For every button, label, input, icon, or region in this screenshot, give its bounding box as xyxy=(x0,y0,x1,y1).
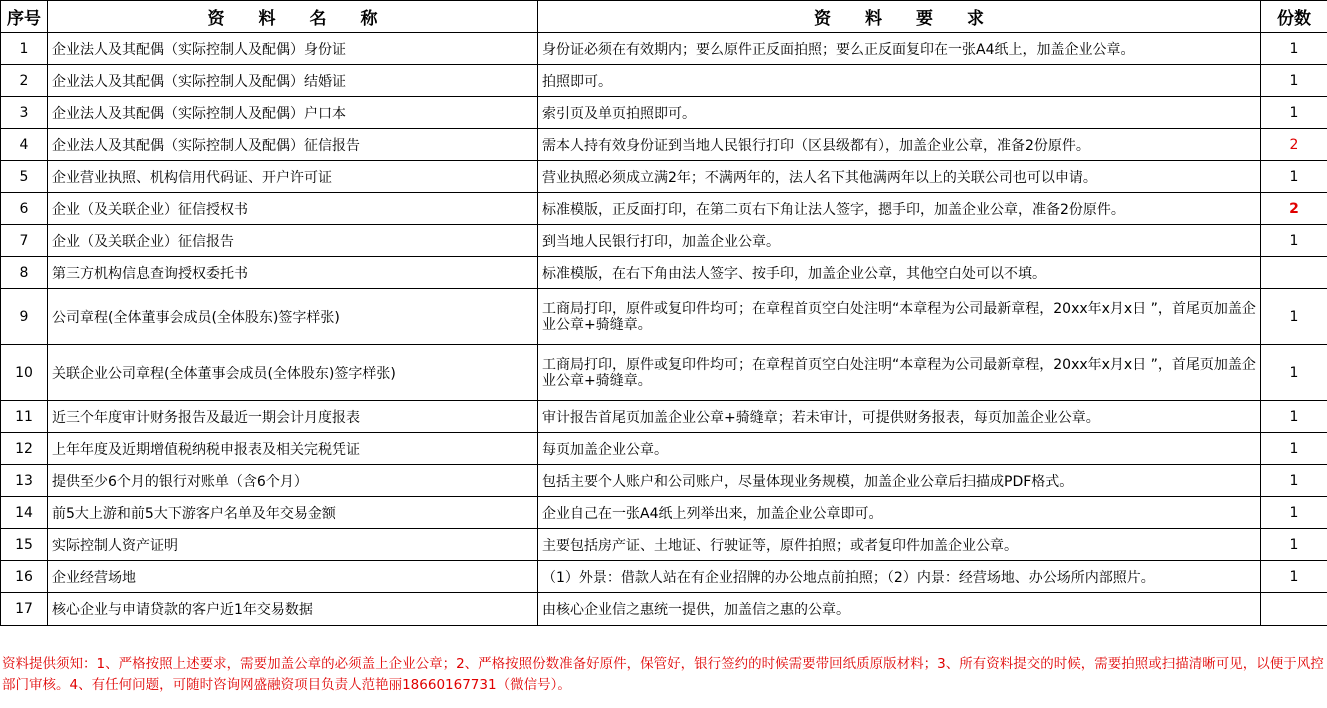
material-name: 企业法人及其配偶（实际控制人及配偶）户口本 xyxy=(48,97,538,129)
header-requirement: 资 料 要 求 xyxy=(538,1,1261,33)
row-number: 2 xyxy=(1,65,48,97)
material-requirement: 需本人持有效身份证到当地人民银行打印（区县级都有），加盖企业公章，准备2份原件。 xyxy=(538,129,1261,161)
header-row xyxy=(1,1,1327,33)
row-number: 16 xyxy=(1,561,48,593)
row-number: 5 xyxy=(1,161,48,193)
material-requirement: 营业执照必须成立满2年；不满两年的，法人名下其他满两年以上的关联公司也可以申请。 xyxy=(538,161,1261,193)
copy-count: 1 xyxy=(1261,465,1327,497)
row-number: 14 xyxy=(1,497,48,529)
table-row xyxy=(1,225,1327,257)
copy-count: 1 xyxy=(1261,33,1327,65)
row-number: 11 xyxy=(1,401,48,433)
copy-count: 1 xyxy=(1261,225,1327,257)
material-name: 企业经营场地 xyxy=(48,561,538,593)
copy-count: 1 xyxy=(1261,97,1327,129)
copy-count: 1 xyxy=(1261,289,1327,345)
copy-count: 1 xyxy=(1261,497,1327,529)
table-row xyxy=(1,401,1327,433)
row-number: 10 xyxy=(1,345,48,401)
copy-count: 2 xyxy=(1261,129,1327,161)
material-name: 企业法人及其配偶（实际控制人及配偶）结婚证 xyxy=(48,65,538,97)
material-requirement: 拍照即可。 xyxy=(538,65,1261,97)
copy-count: 2 xyxy=(1261,193,1327,225)
table-row xyxy=(1,561,1327,593)
copy-count: 1 xyxy=(1261,65,1327,97)
table-row xyxy=(1,161,1327,193)
row-number: 15 xyxy=(1,529,48,561)
table-row xyxy=(1,465,1327,497)
copy-count: 1 xyxy=(1261,433,1327,465)
table-row xyxy=(1,193,1327,225)
material-requirement: 由核心企业信之惠统一提供，加盖信之惠的公章。 xyxy=(538,593,1261,626)
material-requirement: 身份证必须在有效期内；要么原件正反面拍照；要么正反面复印在一张A4纸上，加盖企业公章。 xyxy=(538,33,1261,65)
material-requirement: 索引页及单页拍照即可。 xyxy=(538,97,1261,129)
material-name: 企业（及关联企业）征信授权书 xyxy=(48,193,538,225)
copy-count: 1 xyxy=(1261,161,1327,193)
material-requirement: 工商局打印，原件或复印件均可；在章程首页空白处注明“本章程为公司最新章程，20xx年x月x日 ”，首尾页加盖企业公章+骑缝章。 xyxy=(538,289,1261,345)
copy-count xyxy=(1261,257,1327,289)
table-row xyxy=(1,289,1327,345)
table-row xyxy=(1,129,1327,161)
material-name: 实际控制人资产证明 xyxy=(48,529,538,561)
material-name: 企业法人及其配偶（实际控制人及配偶）征信报告 xyxy=(48,129,538,161)
material-name: 上年年度及近期增值税纳税申报表及相关完税凭证 xyxy=(48,433,538,465)
header-count: 份数 xyxy=(1261,1,1327,33)
table-row xyxy=(1,593,1327,626)
header-no: 序号 xyxy=(1,1,48,33)
table-row xyxy=(1,97,1327,129)
material-requirement: 审计报告首尾页加盖企业公章+骑缝章；若未审计，可提供财务报表，每页加盖企业公章。 xyxy=(538,401,1261,433)
material-name: 前5大上游和前5大下游客户名单及年交易金额 xyxy=(48,497,538,529)
material-requirement: 企业自己在一张A4纸上列举出来，加盖企业公章即可。 xyxy=(538,497,1261,529)
material-name: 企业（及关联企业）征信报告 xyxy=(48,225,538,257)
material-requirement: 标准模版，正反面打印，在第二页右下角让法人签字，摁手印，加盖企业公章，准备2份原件。 xyxy=(538,193,1261,225)
table-row xyxy=(1,33,1327,65)
row-number: 17 xyxy=(1,593,48,626)
material-name: 企业法人及其配偶（实际控制人及配偶）身份证 xyxy=(48,33,538,65)
table-row xyxy=(1,65,1327,97)
material-name: 近三个年度审计财务报告及最近一期会计月度报表 xyxy=(48,401,538,433)
material-requirement: 主要包括房产证、土地证、行驶证等，原件拍照；或者复印件加盖企业公章。 xyxy=(538,529,1261,561)
table-row xyxy=(1,257,1327,289)
material-name: 核心企业与申请贷款的客户近1年交易数据 xyxy=(48,593,538,626)
copy-count: 1 xyxy=(1261,529,1327,561)
row-number: 9 xyxy=(1,289,48,345)
material-requirement: 标准模版，在右下角由法人签字、按手印，加盖企业公章，其他空白处可以不填。 xyxy=(538,257,1261,289)
copy-count xyxy=(1261,593,1327,626)
table-row xyxy=(1,497,1327,529)
table-row xyxy=(1,345,1327,401)
material-requirement: 包括主要个人账户和公司账户，尽量体现业务规模，加盖企业公章后扫描成PDF格式。 xyxy=(538,465,1261,497)
copy-count: 1 xyxy=(1261,561,1327,593)
row-number: 12 xyxy=(1,433,48,465)
notice-text: 资料提供须知：1、严格按照上述要求，需要加盖公章的必须盖上企业公章；2、严格按照份数准备好原件，保管好，银行签约的时候需要带回纸质原版材料；3、所有资料提交的时候，需要拍照或扫描清晰可见，以便于风控部门审核。4、有任何问题，可随时咨询网盛融资项目负责人范艳丽18660167731（微信号）。 xyxy=(2,656,1324,693)
material-requirement: 每页加盖企业公章。 xyxy=(538,433,1261,465)
material-requirement: 工商局打印，原件或复印件均可；在章程首页空白处注明“本章程为公司最新章程，20xx年x月x日 ”，首尾页加盖企业公章+骑缝章。 xyxy=(538,345,1261,401)
material-name: 公司章程(全体董事会成员(全体股东)签字样张) xyxy=(48,289,538,345)
table-row xyxy=(1,433,1327,465)
row-number: 7 xyxy=(1,225,48,257)
row-number: 8 xyxy=(1,257,48,289)
row-number: 1 xyxy=(1,33,48,65)
material-requirement: 到当地人民银行打印，加盖企业公章。 xyxy=(538,225,1261,257)
material-requirement: （1）外景：借款人站在有企业招牌的办公地点前拍照；（2）内景：经营场地、办公场所内部照片。 xyxy=(538,561,1261,593)
table-row xyxy=(1,529,1327,561)
material-name: 关联企业公司章程(全体董事会成员(全体股东)签字样张) xyxy=(48,345,538,401)
header-name: 资 料 名 称 xyxy=(48,1,538,33)
row-number: 6 xyxy=(1,193,48,225)
row-number: 3 xyxy=(1,97,48,129)
copy-count: 1 xyxy=(1261,401,1327,433)
material-name: 企业营业执照、机构信用代码证、开户许可证 xyxy=(48,161,538,193)
row-number: 13 xyxy=(1,465,48,497)
row-number: 4 xyxy=(1,129,48,161)
copy-count: 1 xyxy=(1261,345,1327,401)
material-name: 提供至少6个月的银行对账单（含6个月） xyxy=(48,465,538,497)
material-name: 第三方机构信息查询授权委托书 xyxy=(48,257,538,289)
